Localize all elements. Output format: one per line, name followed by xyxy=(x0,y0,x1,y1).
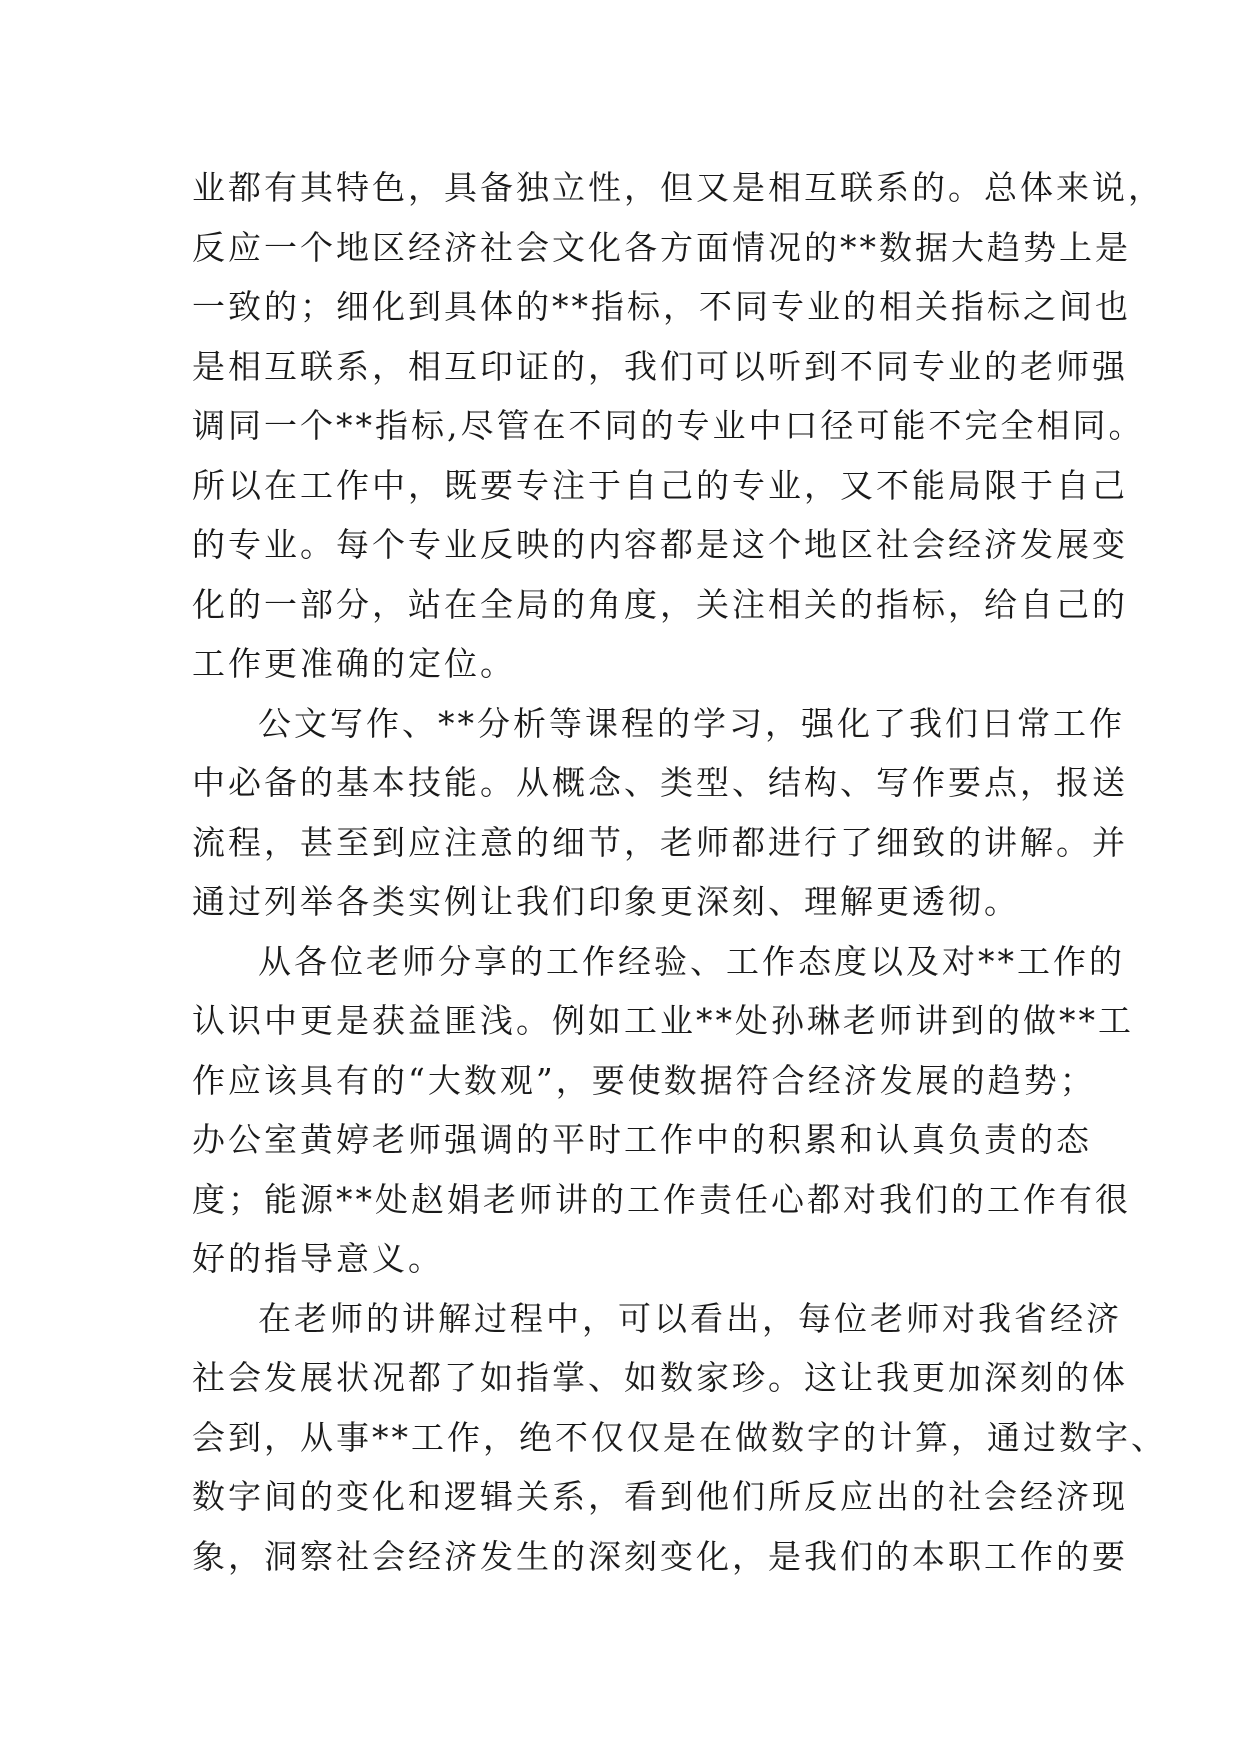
text-line: 作应该具有的“大数观”，要使数据符合经济发展的趋势； xyxy=(192,1060,1096,1100)
paragraph-1 xyxy=(192,158,1164,694)
text-line: 中必备的基本技能。从概念、类型、结构、写作要点，报送 xyxy=(192,763,1128,802)
text-line: 办公室黄婷老师强调的平时工作中的积累和认真负责的态 xyxy=(192,1120,1092,1159)
text-line: 好的指导意义。 xyxy=(192,1239,444,1278)
paragraph-3 xyxy=(192,932,1134,1289)
text-line: 在老师的讲解过程中，可以看出，每位老师对我省经济 xyxy=(258,1298,1122,1338)
text-line: 社会发展状况都了如指掌、如数家珍。这让我更加深刻的体 xyxy=(192,1358,1128,1397)
document-body xyxy=(192,158,1167,1586)
text-line: 化的一部分，站在全局的角度，关注相关的指标，给自己的 xyxy=(192,584,1128,624)
paragraph-2 xyxy=(192,694,1128,932)
text-line: 调同一个**指标,尽管在不同的专业中口径可能不完全相同。 xyxy=(192,406,1145,445)
text-line: 工作更准确的定位。 xyxy=(192,644,516,683)
text-line: 所以在工作中，既要专注于自己的专业，又不能局限于自己 xyxy=(192,465,1128,505)
text-line: 会到，从事**工作，绝不仅仅是在做数字的计算，通过数字、 xyxy=(192,1417,1167,1457)
text-line: 从各位老师分享的工作经验、工作态度以及对**工作的 xyxy=(258,941,1125,981)
text-line: 一致的；细化到具体的**指标，不同专业的相关指标之间也 xyxy=(192,287,1131,326)
text-line: 象，洞察社会经济发生的深刻变化，是我们的本职工作的要 xyxy=(192,1536,1128,1576)
text-line: 流程，甚至到应注意的细节，老师都进行了细致的讲解。并 xyxy=(192,822,1128,862)
paragraph-4 xyxy=(192,1289,1167,1587)
text-line: 度；能源**处赵娟老师讲的工作责任心都对我们的工作有很 xyxy=(192,1179,1131,1219)
text-line: 通过列举各类实例让我们印象更深刻、理解更透彻。 xyxy=(192,882,1020,921)
text-line: 反应一个地区经济社会文化各方面情况的**数据大趋势上是 xyxy=(192,227,1131,267)
text-line: 认识中更是获益匪浅。例如工业**处孙琳老师讲到的做**工 xyxy=(192,1001,1134,1040)
text-line: 数字间的变化和逻辑关系，看到他们所反应出的社会经济现 xyxy=(192,1477,1128,1516)
text-line: 是相互联系，相互印证的，我们可以听到不同专业的老师强 xyxy=(192,346,1128,386)
text-line: 业都有其特色，具备独立性，但又是相互联系的。总体来说， xyxy=(192,168,1164,207)
text-line: 公文写作、**分析等课程的学习，强化了我们日常工作 xyxy=(258,703,1125,743)
text-line: 的专业。每个专业反映的内容都是这个地区社会经济发展变 xyxy=(192,525,1128,564)
